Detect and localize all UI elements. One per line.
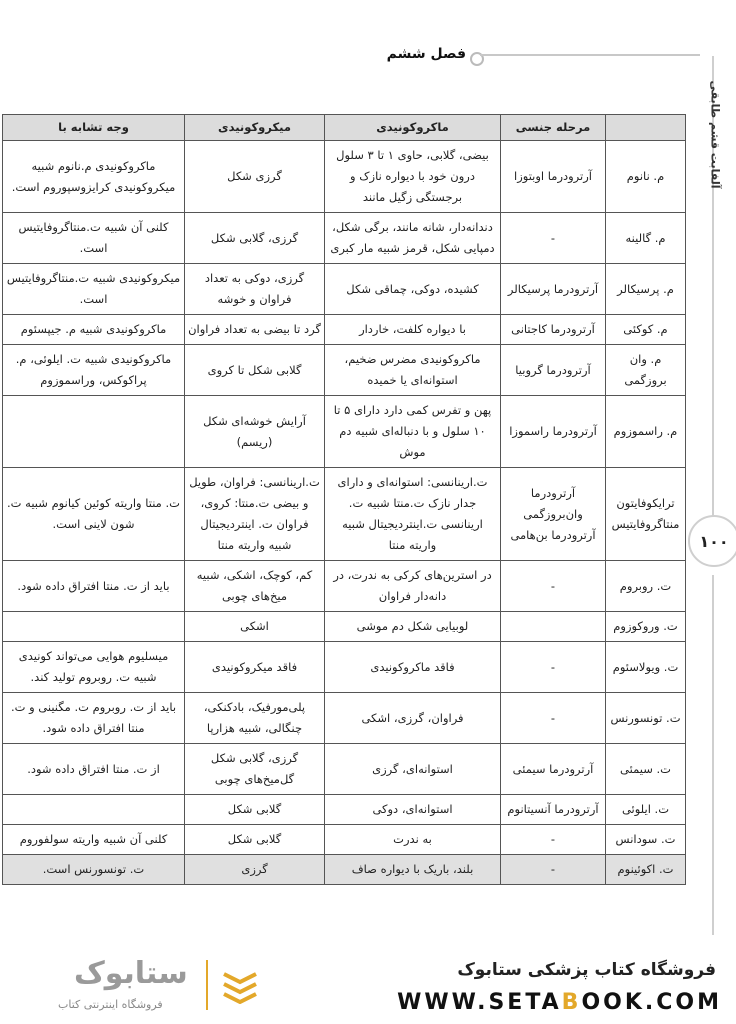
table-cell-stage: آرترودرما راسموزا <box>501 396 606 468</box>
table-cell-micro: گلابی شکل تا کروی <box>185 345 325 396</box>
table-row <box>3 396 686 468</box>
table-cell-macro: به ندرت <box>325 825 501 855</box>
chapter-header <box>380 44 490 70</box>
table-cell-macro: با دیواره کلفت، خاردار <box>325 315 501 345</box>
table-row <box>3 264 686 315</box>
table-cell-macro: استوانه‌ای، گرزی <box>325 744 501 795</box>
table-cell-micro: گلابی شکل <box>185 795 325 825</box>
side-book-title: آلفابت قشم طابقی <box>708 80 722 189</box>
table-cell-macro: ت.ارینانسی: استوانه‌ای و دارای جدار نازک ت.منتا شبیه ت. ارینانسی ت.اینتردیجیتال شبیه واریته منتا <box>325 468 501 561</box>
table-cell-stage: - <box>501 693 606 744</box>
table-cell-stage: آرترودرما کاجتانی <box>501 315 606 345</box>
table-row <box>3 642 686 693</box>
table-cell-name: ت. اکوئینوم <box>606 855 686 885</box>
table-cell-macro: بیضی، گلابی، حاوی ۱ تا ۳ سلول درون خود با دیواره نازک و برجستگی زگیل مانند <box>325 141 501 213</box>
table-cell-micro: گرزی، گلابی شکل گل‌میخ‌های چوبی <box>185 744 325 795</box>
book-stack-icon <box>220 968 260 1004</box>
table-cell-name: م. وان بروزگمی <box>606 345 686 396</box>
chapter-title: فصل ششم <box>386 46 466 62</box>
table-cell-micro: فاقد میکروکونیدی <box>185 642 325 693</box>
table-cell-macro: بلند، باریک با دیواره صاف <box>325 855 501 885</box>
table-cell-name: م. پرسیکالر <box>606 264 686 315</box>
side-rail-lower <box>712 575 714 935</box>
table-cell-micro: آرایش خوشه‌ای شکل (ریسم) <box>185 396 325 468</box>
logo-separator <box>206 960 208 1010</box>
table-cell-stage: - <box>501 561 606 612</box>
table-row <box>3 468 686 561</box>
table-cell-name: ت. سودانس <box>606 825 686 855</box>
table-cell-name: م. کوکئی <box>606 315 686 345</box>
table-cell-macro: فراوان، گرزی، اشکی <box>325 693 501 744</box>
table-cell-micro: گرزی <box>185 855 325 885</box>
header-rule <box>480 54 700 56</box>
setabook-logo <box>30 950 260 1016</box>
header-cell: وجه تشابه با <box>3 115 185 141</box>
shop-url[interactable]: WWW.SETABOOK.COM <box>397 990 722 1015</box>
table-cell-name: ت. ویولاسئوم <box>606 642 686 693</box>
table-cell-similar: باید از ت. منتا افتراق داده شود. <box>3 561 185 612</box>
table-cell-similar: از ت. منتا افتراق داده شود. <box>3 744 185 795</box>
table-cell-micro: گلابی شکل <box>185 825 325 855</box>
table-cell-name: م. نانوم <box>606 141 686 213</box>
table-cell-macro: ماکروکونیدی مضرس ضخیم، استوانه‌ای یا خمیده <box>325 345 501 396</box>
table-cell-stage: - <box>501 855 606 885</box>
table-cell-micro: کم، کوچک، اشکی، شبیه میخ‌های چوبی <box>185 561 325 612</box>
table-cell-micro: گرزی شکل <box>185 141 325 213</box>
table-cell-similar: ت. تونسورنس است. <box>3 855 185 885</box>
table-cell-similar: باید از ت. روبروم ت. مگنینی و ت. منتا افتراق داده شود. <box>3 693 185 744</box>
table-cell-similar: ماکروکونیدی م.نانوم شبیه میکروکونیدی کرایزوسپوروم است. <box>3 141 185 213</box>
table-cell-macro: استوانه‌ای، دوکی <box>325 795 501 825</box>
shop-name: فروشگاه کتاب پزشکی ستابوک <box>457 960 716 980</box>
table-cell-name: ترایکوفایتون منتاگروفایتیس <box>606 468 686 561</box>
table-cell-macro: لوبیایی شکل دم موشی <box>325 612 501 642</box>
table-row <box>3 795 686 825</box>
table-row <box>3 213 686 264</box>
table-cell-similar: کلنی آن شبیه واریته سولفوروم <box>3 825 185 855</box>
table-cell-stage: - <box>501 825 606 855</box>
dermatophyte-table <box>2 114 686 885</box>
table-cell-micro: گرزی، دوکی به تعداد فراوان و خوشه <box>185 264 325 315</box>
table-row <box>3 345 686 396</box>
table-cell-stage: - <box>501 213 606 264</box>
table-cell-similar: کلنی آن شبیه ت.منتاگروفایتیس است. <box>3 213 185 264</box>
table-cell-name: ت. سیمئی <box>606 744 686 795</box>
table-cell-micro: ت.ارینانسی: فراوان، طویل و بیضی ت.منتا: کروی، فراوان ت. اینتردیجیتال شبیه واریته منتا <box>185 468 325 561</box>
table-cell-similar: ماکروکونیدی شبیه م. جیپسئوم <box>3 315 185 345</box>
table-row <box>3 315 686 345</box>
table-row <box>3 612 686 642</box>
table-cell-stage: - <box>501 642 606 693</box>
table-cell-stage: آرترودرما آنسیتانوم <box>501 795 606 825</box>
table-row <box>3 141 686 213</box>
table-cell-stage: آرترودرما وان‌بروزگمی آرترودرما بن‌هامی <box>501 468 606 561</box>
table-cell-similar <box>3 612 185 642</box>
table-cell-macro: پهن و تفرس کمی دارد دارای ۵ تا ۱۰ سلول و با دنباله‌ای شبیه دم موش <box>325 396 501 468</box>
table-cell-similar: میسلیوم هوایی می‌تواند کونیدی شبیه ت. روبروم تولید کند. <box>3 642 185 693</box>
table-cell-name: م. راسموزوم <box>606 396 686 468</box>
table-cell-macro: فاقد ماکروکونیدی <box>325 642 501 693</box>
table-row <box>3 693 686 744</box>
table-cell-similar: ت. منتا واریته کوئین کیانوم شبیه ت. شون لاینی است. <box>3 468 185 561</box>
header-cell: میکروکونیدی <box>185 115 325 141</box>
logo-subtitle: فروشگاه اینترنتی کتاب <box>58 998 163 1011</box>
table-cell-stage: آرترودرما اوبتوزا <box>501 141 606 213</box>
table-cell-name: ت. وروکوزوم <box>606 612 686 642</box>
table-cell-macro: در استرین‌های کرکی به ندرت، در دانه‌دار فراوان <box>325 561 501 612</box>
header-cell: ماکروکونیدی <box>325 115 501 141</box>
table-cell-micro: گرد تا بیضی به تعداد فراوان <box>185 315 325 345</box>
page-number: ۱۰۰ <box>688 515 736 567</box>
logo-word: ستابوک <box>74 956 188 991</box>
table-cell-name: م. گالینه <box>606 213 686 264</box>
table-cell-name: ت. ایلوئی <box>606 795 686 825</box>
header-cell: مرحله جنسی <box>501 115 606 141</box>
table-row <box>3 561 686 612</box>
table-cell-macro: دندانه‌دار، شانه مانند، برگی شکل، دمپایی شکل، قرمز شبیه مار کبری <box>325 213 501 264</box>
table-header-row <box>3 115 686 141</box>
table-row <box>3 855 686 885</box>
table-cell-stage: آرترودرما سیمئی <box>501 744 606 795</box>
table-cell-micro: اشکی <box>185 612 325 642</box>
table-cell-macro: کشیده، دوکی، چماقی شکل <box>325 264 501 315</box>
table-cell-similar: میکروکونیدی شبیه ت.منتاگروفایتیس است. <box>3 264 185 315</box>
table-cell-name: ت. روبروم <box>606 561 686 612</box>
table-cell-similar: ماکروکونیدی شبیه ت. ایلوئی، م. پراکوکس، وراسموزوم <box>3 345 185 396</box>
table-cell-similar <box>3 396 185 468</box>
table-cell-stage <box>501 612 606 642</box>
table-cell-micro: پلی‌مورفیک، بادکنکی، چنگالی، شبیه هزارپا <box>185 693 325 744</box>
table-row <box>3 825 686 855</box>
table-cell-micro: گرزی، گلابی شکل <box>185 213 325 264</box>
table-cell-name: ت. تونسورنس <box>606 693 686 744</box>
table-cell-stage: آرترودرما پرسیکالر <box>501 264 606 315</box>
table-cell-similar <box>3 795 185 825</box>
table-row <box>3 744 686 795</box>
table-cell-stage: آرترودرما گروبیا <box>501 345 606 396</box>
footer <box>0 942 736 1024</box>
header-cell <box>606 115 686 141</box>
